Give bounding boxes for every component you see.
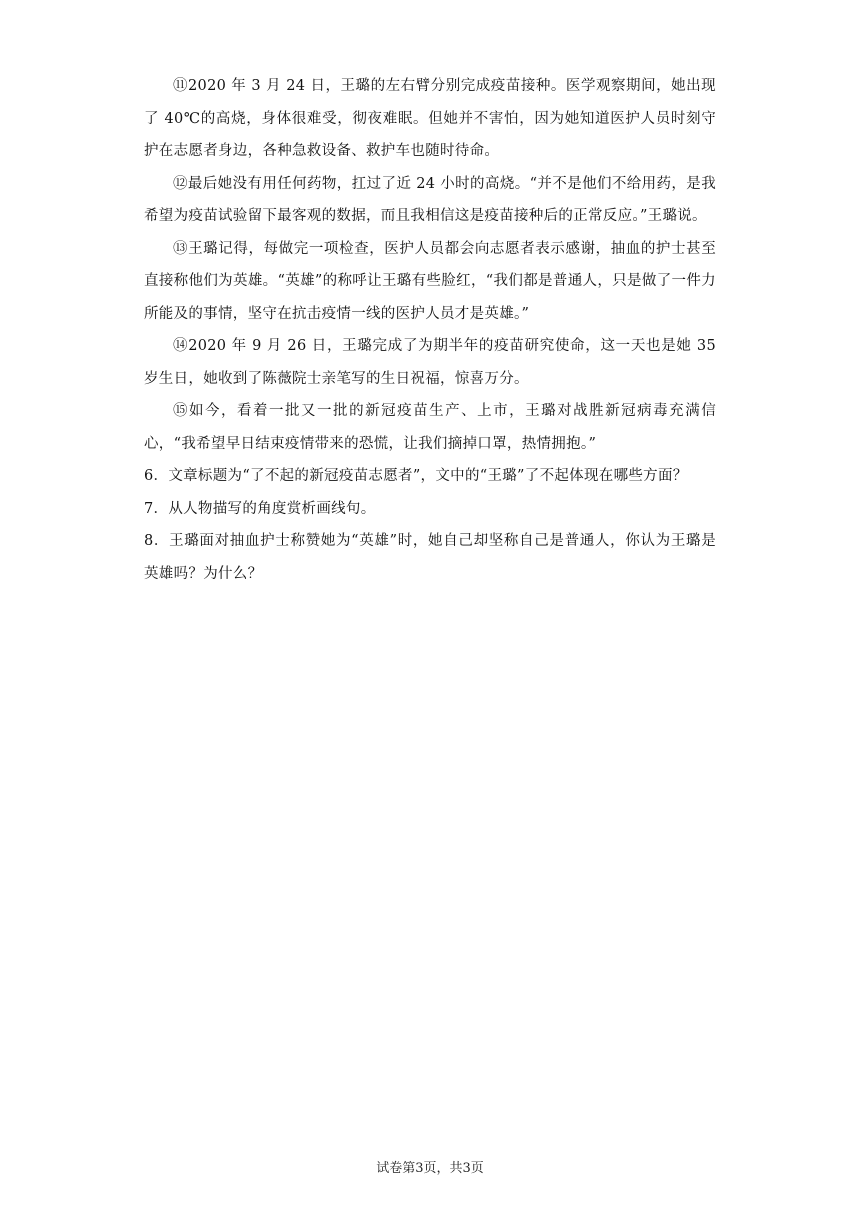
paragraph-13: ⑬王璐记得，每做完一项检查，医护人员都会向志愿者表示感谢，抽血的护士甚至直接称他们为英雄。“英雄”的称呼让王璐有些脸红，“我们都是普通人，只是做了一件力所能及的事情，坚守在抗击疫情一线的医护人员才是英雄。”	[144, 240, 716, 322]
page-footer: 试卷第3页，共3页	[376, 1161, 484, 1176]
question-6: 6．文章标题为“了不起的新冠疫苗志愿者”，文中的“王璐”了不起体现在哪些方面？	[144, 468, 688, 484]
paragraph-15: ⑮如今，看着一批又一批的新冠疫苗生产、上市，王璐对战胜新冠病毒充满信心，“我希望早日结束疫情带来的恐慌，让我们摘掉口罩，热情拥抱。”	[144, 403, 716, 452]
question-7: 7．从人物描写的角度赏析画线句。	[144, 500, 376, 517]
page-content	[144, 70, 716, 590]
paragraph-11: ⑪2020 年 3 月 24 日，王璐的左右臂分别完成疫苗接种。医学观察期间，她出现了 40℃的高烧，身体很难受，彻夜难眠。但她并不害怕，因为她知道医护人员时刻守护在志愿者身边，各种急救设备、救护车也随时待命。	[144, 78, 716, 159]
question-list	[144, 460, 716, 590]
paragraph-14: ⑭2020 年 9 月 26 日，王璐完成了为期半年的疫苗研究使命，这一天也是她 35 岁生日，她收到了陈薇院士亲笔写的生日祝福，惊喜万分。	[144, 338, 716, 387]
question-8: 8．王璐面对抽血护士称赞她为“英雄”时，她自己却坚称自己是普通人，你认为王璐是英雄吗？为什么？	[144, 533, 716, 582]
reading-passage	[144, 70, 716, 460]
paragraph-12: ⑫最后她没有用任何药物，扛过了近 24 小时的高烧。“并不是他们不给用药，是我希望为疫苗试验留下最客观的数据，而且我相信这是疫苗接种后的正常反应。”王璐说。	[144, 175, 716, 224]
